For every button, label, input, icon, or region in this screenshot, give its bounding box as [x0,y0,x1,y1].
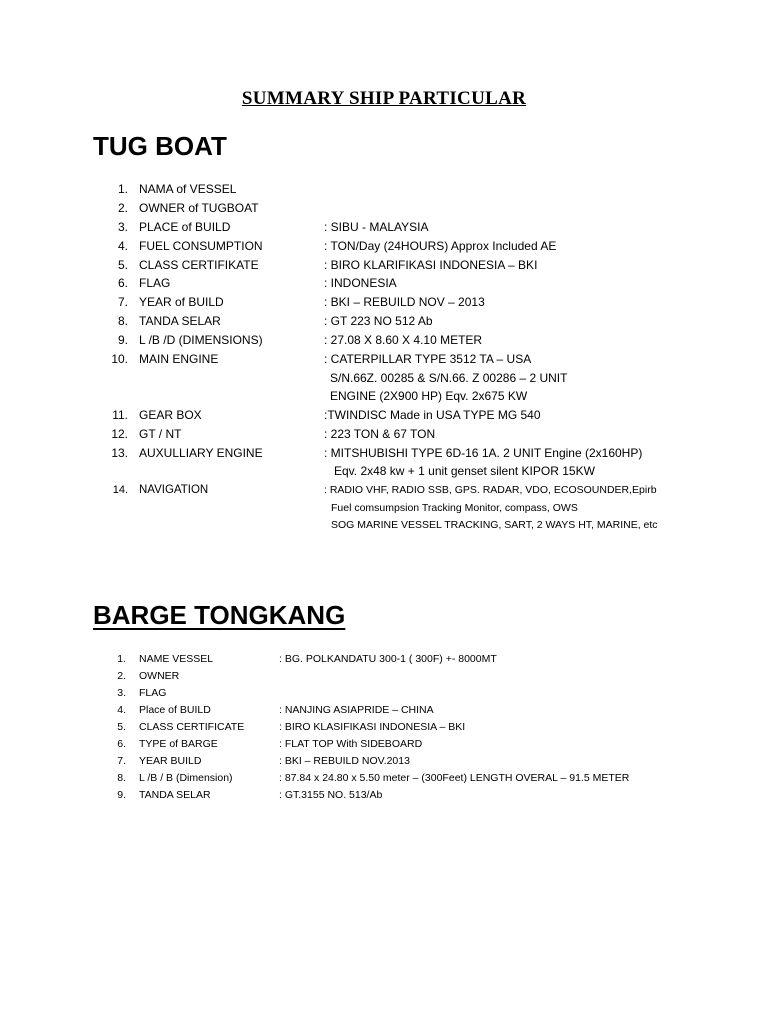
item-label: YEAR BUILD [139,755,202,767]
item-label: L /B / B (Dimension) [139,772,233,784]
navigation-continuation-1: Fuel comsumpsion Tracking Monitor, compass, OWS [331,502,578,514]
item-label: MAIN ENGINE [139,352,219,366]
item-number: 8. [117,314,128,328]
item-value: : FLAT TOP With SIDEBOARD [279,738,423,750]
item-number: 4. [117,704,126,716]
item-label: TYPE of BARGE [139,738,218,750]
item-value: : 27.08 X 8.60 X 4.10 METER [324,333,483,347]
item-number: 13. [111,446,128,460]
navigation-continuation-2: SOG MARINE VESSEL TRACKING, SART, 2 WAYS HT, MARINE, etc [331,519,658,531]
item-label: FLAG [139,276,171,290]
item-number: 1. [117,653,126,665]
item-label: TANDA SELAR [139,314,221,328]
item-number: 5. [117,258,128,272]
item-number: 2. [117,201,128,215]
item-label: L /B /D (DIMENSIONS) [139,333,263,347]
item-number: 4. [117,239,128,253]
item-value: : NANJING ASIAPRIDE – CHINA [279,704,434,716]
item-number: 10. [111,352,128,366]
main-engine-power: ENGINE (2X900 HP) Eqv. 2x675 KW [330,389,528,403]
item-number: 6. [117,738,126,750]
item-value: : INDONESIA [324,276,397,290]
item-label: NAVIGATION [139,484,209,496]
item-value: : CATERPILLAR TYPE 3512 TA – USA [324,352,532,366]
item-number: 9. [117,789,126,801]
item-label: Place of BUILD [139,704,211,716]
item-value: : GT 223 NO 512 Ab [324,314,433,328]
item-number: 5. [117,721,126,733]
item-label: NAME VESSEL [139,653,214,665]
item-label: CLASS CERTIFICATE [139,721,245,733]
item-value: :TWINDISC Made in USA TYPE MG 540 [324,408,541,422]
item-number: 1. [117,182,128,196]
item-value: : BIRO KLARIFIKASI INDONESIA – BKI [324,258,538,272]
document-title: SUMMARY SHIP PARTICULAR [241,88,527,109]
item-label: PLACE of BUILD [139,220,231,234]
item-label: FLAG [139,687,167,699]
item-label: NAMA of VESSEL [139,182,237,196]
main-engine-serial: S/N.66Z. 00285 & S/N.66. Z 00286 – 2 UNIT [330,371,568,385]
item-number: 8. [117,772,126,784]
item-number: 6. [117,276,128,290]
item-label: YEAR of BUILD [139,295,224,309]
item-number: 9. [117,333,128,347]
barge-heading: BARGE TONGKANG [93,600,346,630]
item-value: : 223 TON & 67 TON [324,427,436,441]
item-label: OWNER of TUGBOAT [139,201,259,215]
item-label: OWNER [139,670,180,682]
item-number: 14. [112,484,128,496]
item-number: 12. [111,427,128,441]
item-label: FUEL CONSUMPTION [139,239,263,253]
item-label: GEAR BOX [139,408,202,422]
item-value: : TON/Day (24HOURS) Approx Included AE [324,239,557,253]
item-value: : BKI – REBUILD NOV – 2013 [324,295,485,309]
item-value: : BKI – REBUILD NOV.2013 [279,755,410,767]
item-value: : 87.84 x 24.80 x 5.50 meter – (300Feet) LENGTH OVERAL – 91.5 METER [279,772,630,784]
item-value: : BG. POLKANDATU 300-1 ( 300F) +- 8000MT [279,653,497,665]
tug-boat-heading: TUG BOAT [93,131,227,161]
item-number: 7. [117,755,126,767]
item-label: GT / NT [139,427,182,441]
item-value: : BIRO KLASIFIKASI INDONESIA – BKI [279,721,466,733]
item-number: 11. [112,408,128,422]
item-label: TANDA SELAR [139,789,211,801]
item-number: 3. [117,687,126,699]
aux-engine-power: Eqv. 2x48 kw + 1 unit genset silent KIPOR 15KW [334,464,595,478]
item-label: CLASS CERTIFIKATE [139,258,259,272]
item-value: : RADIO VHF, RADIO SSB, GPS. RADAR, VDO, ECOSOUNDER,Epirb [324,484,657,496]
item-number: 7. [117,295,128,309]
item-number: 3. [117,220,128,234]
item-value: : GT.3155 NO. 513/Ab [279,789,383,801]
item-label: AUXULLIARY ENGINE [139,446,263,460]
item-value: : SIBU - MALAYSIA [324,220,429,234]
item-number: 2. [117,670,126,682]
item-value: : MITSHUBISHI TYPE 6D-16 1A. 2 UNIT Engine (2x160HP) [324,446,643,460]
